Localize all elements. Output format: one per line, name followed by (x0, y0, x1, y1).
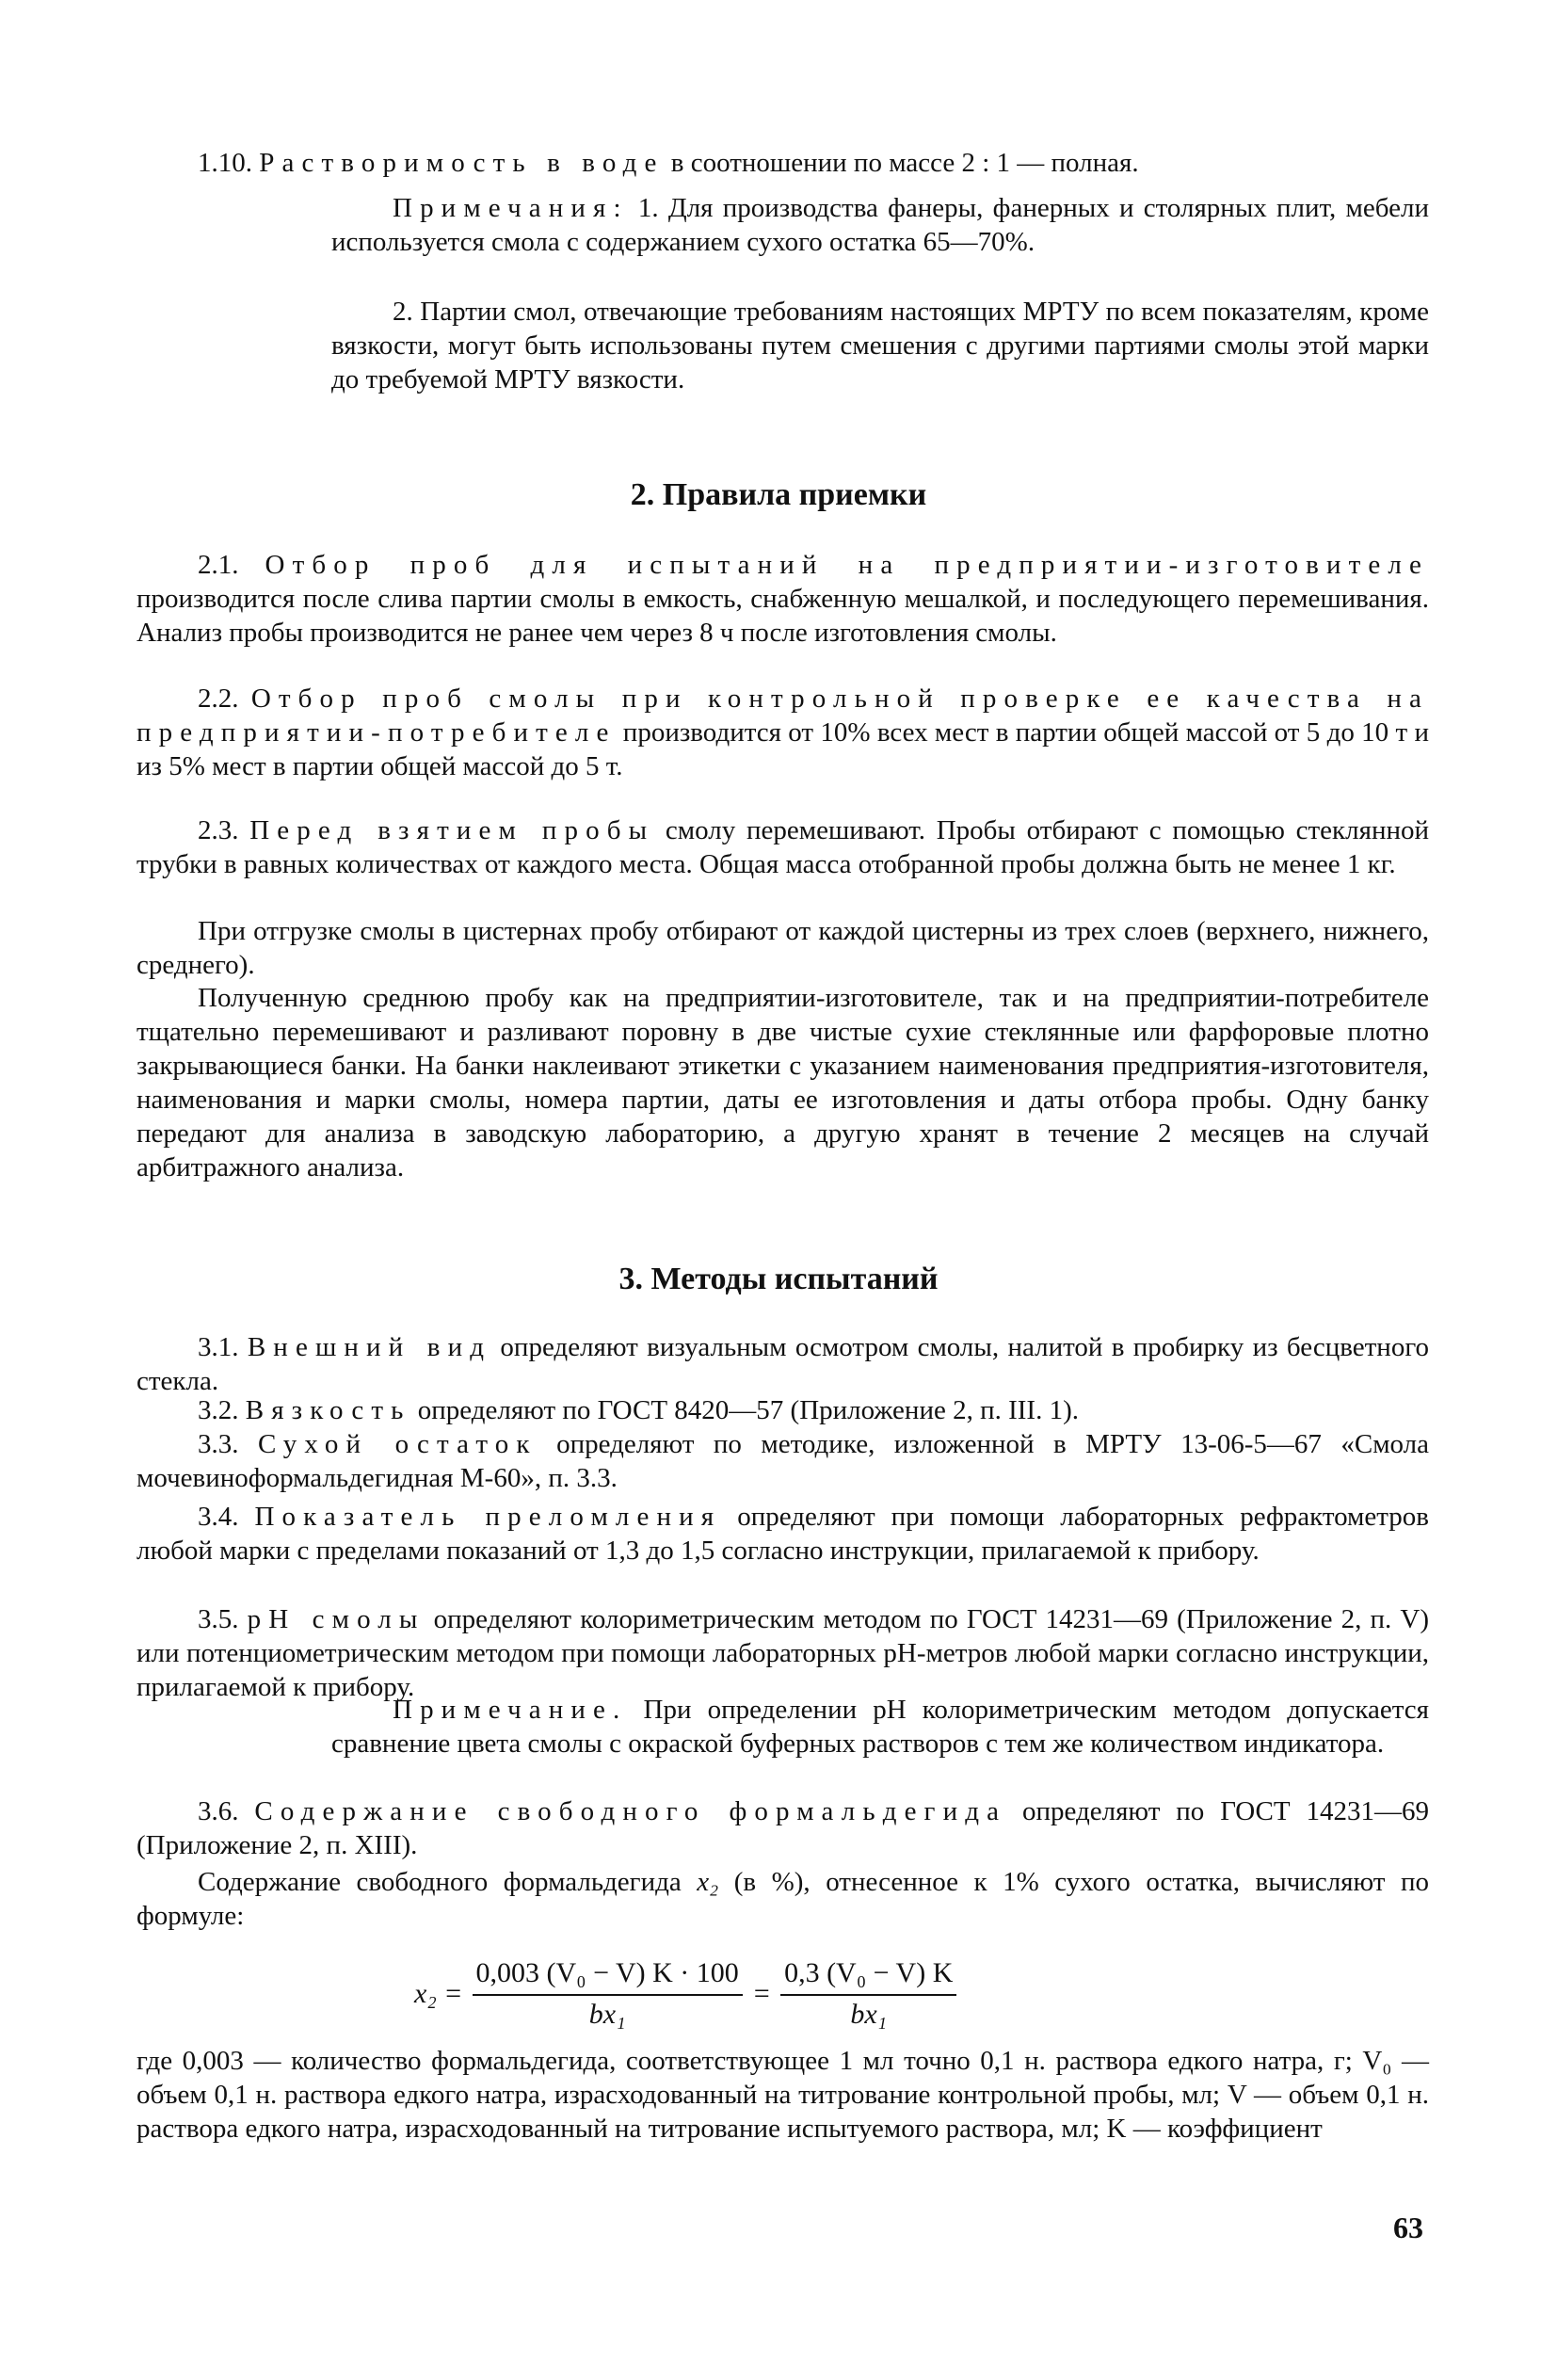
section-heading-2: 2. Правила приемки (630, 477, 927, 512)
numerator: 0,003 (V₀ − V) K · 100 (473, 1956, 743, 1996)
num: 2.2. (198, 683, 251, 714)
formula (414, 1956, 966, 2032)
page-number: 63 (1393, 2211, 1423, 2244)
num: 3.4. (198, 1502, 255, 1532)
spaced-term: Примечание. (393, 1695, 628, 1725)
para-3-1 (136, 1330, 1429, 1398)
spaced-term: Вязкость (245, 1395, 411, 1425)
text: определяют по методике, изложенной в МРТУ 13-06-5—67 «Смола мочевиноформальдегидная М-60», п. 3.3. (136, 1429, 1430, 1493)
para-2-2 (136, 682, 1429, 783)
spaced-term: Содержание свободного формальдегида (254, 1796, 1007, 1826)
numerator: 0,3 (V₀ − V) K (780, 1956, 956, 1996)
spaced-term: Отбор проб смолы при контрольной проверке ее качества на предприятии-потребителе (136, 683, 1430, 748)
spaced-term: Перед взятием пробы (249, 815, 655, 845)
denominator: bx₁ (850, 1999, 888, 2030)
spaced-term: Показатель преломления (254, 1502, 722, 1532)
text: 2. Партии смол, отвечающие требованиям настоящих МРТУ по всем показателям, кроме вязкости, могут быть использованы путем смешения с другими партиями смолы этой марки до требуемой МРТУ вязкости. (331, 297, 1429, 394)
para-3-5 (136, 1602, 1429, 1704)
num: 3.1. (198, 1332, 248, 1362)
denominator: bx₁ (588, 1999, 626, 2030)
para-3-3 (136, 1427, 1429, 1495)
note-1 (331, 191, 1429, 259)
spaced-term: Отбор проб для испытаний на предприятии-изготовителе (265, 550, 1429, 580)
text: определяют колориметрическим методом по ГОСТ 14231—69 (Приложение 2, п. V) или потенциометрическим методом при помощи лабораторных pH-метров любой марки согласно инструкции, прилагаемой к прибору. (136, 1604, 1430, 1702)
para-sample: Полученную среднюю пробу как на предприятии-изготовителе, так и на предприятии-потребителе тщательно перемешивают и разливают поровну в две чистые сухие стеклянные или фарфоровые плотно закрывающиеся банки. На банки наклеивают этикетки с указанием наименования предприятия-изготовителя, наименования и марки смолы, номера партии, даты ее изготовления и даты отбора пробы. Одну банку передают для анализа в заводскую лабораторию, а другую хранят в течение 2 месяцев на случай арбитражного анализа. (136, 983, 1429, 1182)
num: 2.1. (198, 550, 265, 580)
text: При определении pH колориметрическим методом допускается сравнение цвета смолы с окраской буферных растворов с тем же количеством индикатора. (331, 1695, 1429, 1759)
fraction-2 (780, 1956, 956, 2032)
spaced-term: Внешний вид (247, 1332, 492, 1362)
variable: x₂ (697, 1867, 719, 1897)
spaced-term: Сухой остаток (257, 1429, 538, 1459)
para-3-4 (136, 1500, 1429, 1568)
text: в соотношении по массе 2 : 1 — полная. (664, 148, 1139, 178)
para-2-1 (136, 548, 1429, 650)
num: 3.2. (198, 1395, 246, 1425)
para-formula-intro (136, 1865, 1429, 1933)
spaced-term: Примечания: (393, 193, 629, 223)
num: 2.3. (198, 815, 250, 845)
num: 3.3. (198, 1429, 258, 1459)
text: определяют по ГОСТ 8420—57 (Приложение 2, п. III. 1). (410, 1395, 1079, 1425)
para-where: где 0,003 — количество формальдегида, соответствующее 1 мл точно 0,1 н. раствора едкого натра, г; V₀ — объем 0,1 н. раствора едкого натра, израсходованный на титрование контрольной пробы, мл; V — объем 0,1 н. раствора едкого натра, израсходованный на титрование испытуемого раствора, мл; K — коэффициент (136, 2046, 1429, 2144)
para-2-3 (136, 813, 1429, 881)
section-heading-3: 3. Методы испытаний (618, 1262, 939, 1296)
spaced-term: Растворимость в воде (259, 148, 665, 178)
num: 3.5. (198, 1604, 248, 1634)
para-3-6 (136, 1794, 1429, 1862)
text: определяют по ГОСТ 14231—69 (Приложение 2, п. XIII). (136, 1796, 1430, 1860)
text: производится после слива партии смолы в емкость, снабженную мешалкой, и последующего перемешивания. Анализ пробы производится не ранее чем через 8 ч после изготовления смолы. (136, 584, 1429, 648)
equals: = (751, 1978, 772, 2009)
text: 1. Для производства фанеры, фанерных и столярных плит, мебели используется смола с содержанием сухого остатка 65—70%. (331, 193, 1429, 257)
text: определяют визуальным осмотром смолы, налитой в пробирку из бесцветного стекла. (136, 1332, 1429, 1396)
fraction-1 (473, 1956, 743, 2032)
para-shipping: При отгрузке смолы в цистернах пробу отбирают от каждой цистерны из трех слоев (верхнего, нижнего, среднего). (136, 916, 1429, 980)
text: (в %), отнесенное к 1% сухого остатка, вычисляют по формуле: (136, 1867, 1429, 1931)
text: определяют при помощи лабораторных рефрактометров любой марки с пределами показаний от 1,3 до 1,5 согласно инструкции, прилагаемой к прибору. (136, 1502, 1429, 1566)
spaced-term: pH смолы (247, 1604, 425, 1634)
num: 1.10. (198, 148, 260, 178)
para-3-2 (136, 1393, 1429, 1427)
num: 3.6. (198, 1796, 255, 1826)
text: производится от 10% всех мест в партии общей массой от 5 до 10 т и из 5% мест в партии общей массой до 5 т. (136, 717, 1429, 781)
para-1-10 (136, 146, 1429, 180)
note-2 (331, 295, 1429, 396)
formula-lhs: x₂ = (414, 1978, 463, 2009)
text: смолу перемешивают. Пробы отбирают с помощью стеклянной трубки в равных количествах от каждого места. Общая масса отобранной пробы должна быть не менее 1 кг. (136, 815, 1430, 879)
note-ph (331, 1693, 1429, 1761)
text: Содержание свободного формальдегида (198, 1867, 698, 1897)
